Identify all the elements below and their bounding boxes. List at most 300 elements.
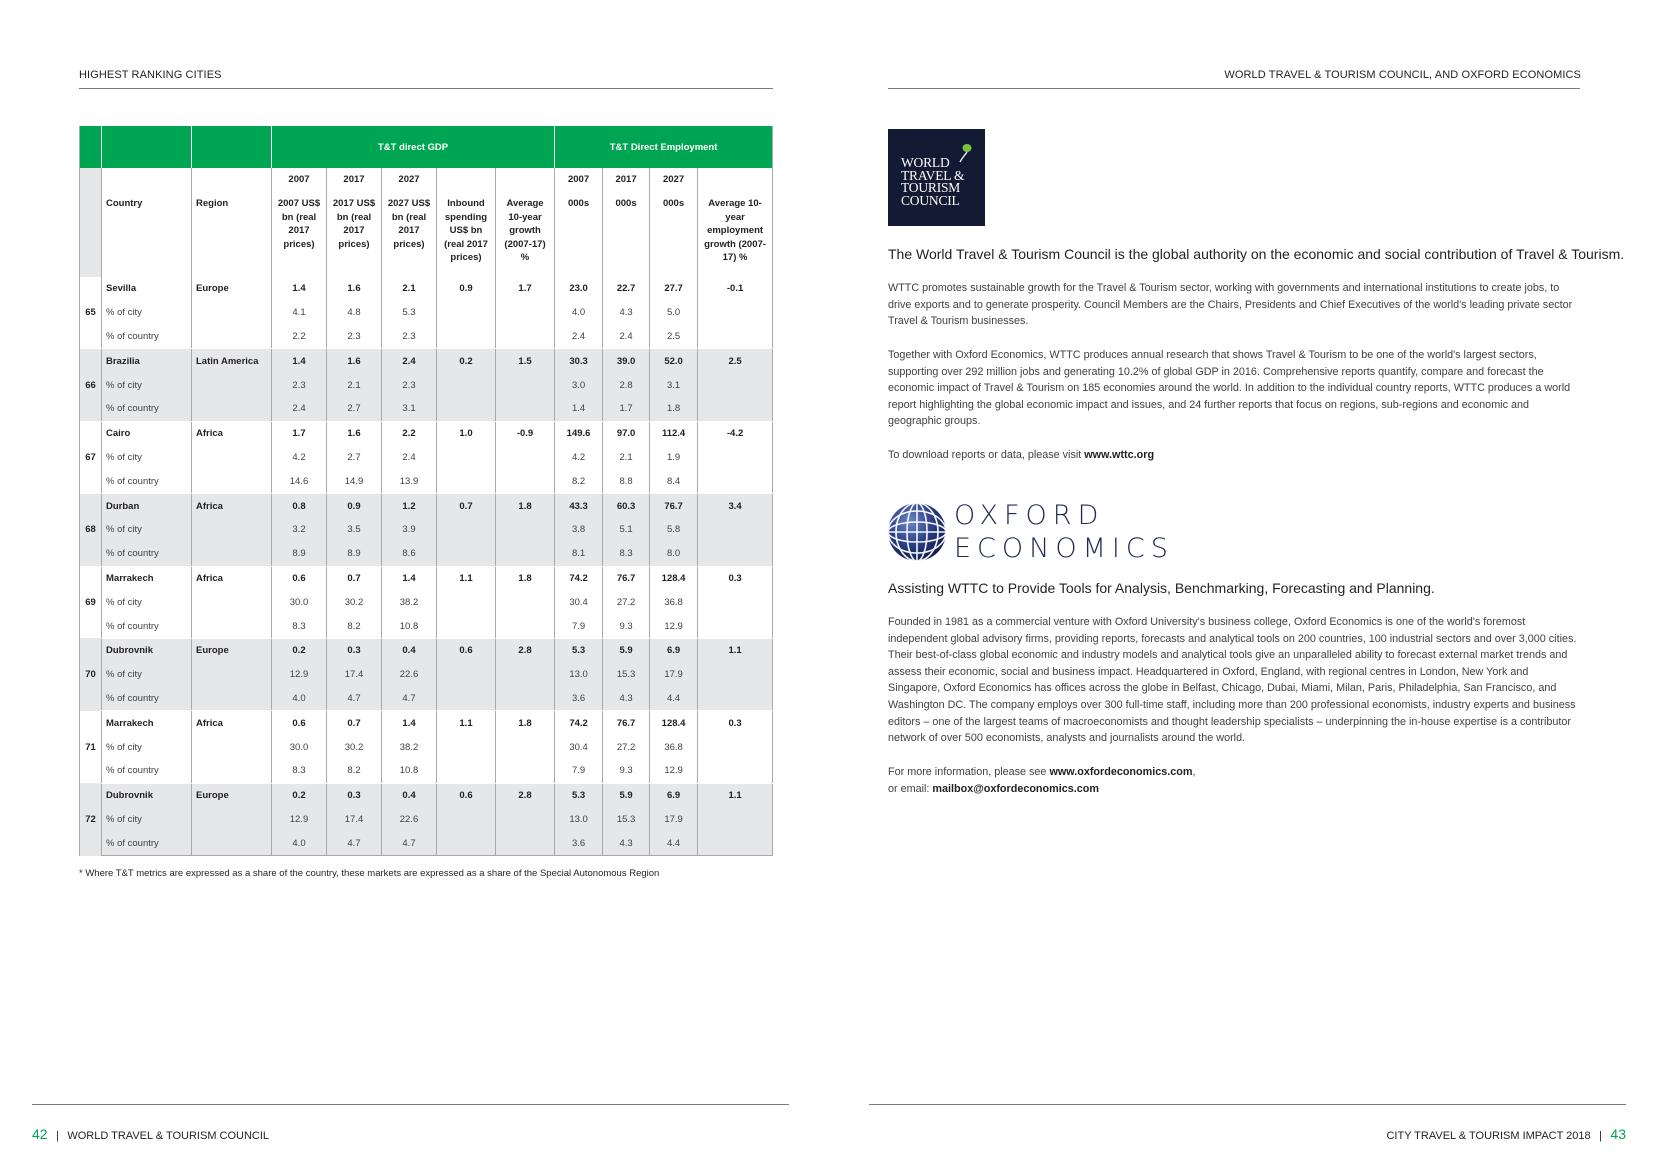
pct-city-gdp-cell: 30.0 bbox=[272, 735, 327, 759]
pct-country-emp-cell: 4.3 bbox=[603, 831, 650, 855]
pct-country-gdp-cell: 4.0 bbox=[272, 831, 327, 855]
col-header-gdp-2027: 2027 US$ bn (real 2017 prices) bbox=[382, 191, 437, 277]
city-group bbox=[80, 783, 773, 855]
empty-cell bbox=[192, 614, 272, 638]
empty-cell bbox=[437, 325, 496, 349]
pct-country-gdp-cell: 10.8 bbox=[382, 759, 437, 783]
avg-growth-cell: 1.8 bbox=[496, 494, 555, 518]
gdp-2017-cell: 0.9 bbox=[327, 494, 382, 518]
pct-city-emp-cell: 1.9 bbox=[650, 446, 698, 470]
pct-country-gdp-cell: 4.7 bbox=[382, 687, 437, 711]
inbound-spending-cell: 0.7 bbox=[437, 494, 496, 518]
city-group bbox=[80, 421, 773, 493]
pct-country-label: % of country bbox=[102, 759, 192, 783]
footer-rule-left bbox=[32, 1104, 789, 1105]
pct-city-gdp-cell: 30.2 bbox=[327, 590, 382, 614]
pct-country-emp-cell: 4.3 bbox=[603, 687, 650, 711]
pct-city-label: % of city bbox=[102, 590, 192, 614]
col-header-region: Region bbox=[192, 191, 272, 277]
pct-country-emp-cell: 7.9 bbox=[555, 759, 603, 783]
pct-city-emp-cell: 13.0 bbox=[555, 663, 603, 687]
pct-city-gdp-cell: 2.4 bbox=[382, 446, 437, 470]
pct-city-emp-cell: 4.2 bbox=[555, 446, 603, 470]
pct-country-gdp-cell: 4.7 bbox=[327, 687, 382, 711]
table-row bbox=[80, 759, 773, 783]
oxford-heading: Assisting WTTC to Provide Tools for Analysis, Benchmarking, Forecasting and Planning. bbox=[888, 580, 1435, 596]
pct-city-gdp-cell: 17.4 bbox=[327, 663, 382, 687]
avg-growth-cell: 1.5 bbox=[496, 349, 555, 373]
col-header-emp-2017: 000s bbox=[603, 191, 650, 277]
year-gdp-2007: 2007 bbox=[272, 168, 327, 191]
col-header-inbound: Inbound spending US$ bn (real 2017 prices) bbox=[437, 191, 496, 277]
empty-cell bbox=[437, 759, 496, 783]
empty-cell bbox=[496, 373, 555, 397]
year-emp-2007: 2007 bbox=[555, 168, 603, 191]
pct-city-emp-cell: 15.3 bbox=[603, 808, 650, 832]
inbound-spending-cell: 0.6 bbox=[437, 638, 496, 662]
city-name: Sevilla bbox=[102, 277, 192, 301]
gdp-2017-cell: 1.6 bbox=[327, 277, 382, 301]
pct-city-gdp-cell: 30.0 bbox=[272, 590, 327, 614]
emp-2027-cell: 27.7 bbox=[650, 277, 698, 301]
pct-country-emp-cell: 1.4 bbox=[555, 397, 603, 421]
table-row bbox=[80, 590, 773, 614]
gdp-2007-cell: 1.4 bbox=[272, 277, 327, 301]
footer-separator-right: | bbox=[1599, 1130, 1602, 1142]
pct-country-label: % of country bbox=[102, 469, 192, 493]
year-row bbox=[80, 168, 773, 191]
rank-number: 70 bbox=[80, 638, 102, 710]
table-row bbox=[80, 469, 773, 493]
empty-cell bbox=[192, 687, 272, 711]
col-header-emp-2027: 000s bbox=[650, 191, 698, 277]
pct-country-emp-cell: 8.3 bbox=[603, 542, 650, 566]
pct-country-label: % of country bbox=[102, 831, 192, 855]
pct-country-gdp-cell: 2.3 bbox=[327, 325, 382, 349]
city-ranking-table bbox=[79, 126, 773, 856]
empty-cell bbox=[437, 373, 496, 397]
region-name: Africa bbox=[192, 566, 272, 590]
emp-2017-cell: 60.3 bbox=[603, 494, 650, 518]
pct-city-emp-cell: 4.3 bbox=[603, 301, 650, 325]
pct-country-emp-cell: 8.8 bbox=[603, 469, 650, 493]
emp-growth-cell: 1.1 bbox=[698, 638, 773, 662]
emp-growth-cell: 0.3 bbox=[698, 566, 773, 590]
pct-country-emp-cell: 9.3 bbox=[603, 614, 650, 638]
wttc-website-link[interactable]: www.wttc.org bbox=[1084, 449, 1155, 461]
emp-2027-cell: 6.9 bbox=[650, 783, 698, 807]
table-row bbox=[80, 518, 773, 542]
footer-text-left: WORLD TRAVEL & TOURISM COUNCIL bbox=[67, 1130, 270, 1142]
empty-cell bbox=[698, 759, 773, 783]
emp-2007-cell: 74.2 bbox=[555, 566, 603, 590]
empty-cell bbox=[496, 301, 555, 325]
pct-country-gdp-cell: 13.9 bbox=[382, 469, 437, 493]
pct-city-label: % of city bbox=[102, 373, 192, 397]
pct-city-emp-cell: 2.1 bbox=[603, 446, 650, 470]
empty-cell bbox=[698, 687, 773, 711]
emp-growth-cell: 1.1 bbox=[698, 783, 773, 807]
table-row bbox=[80, 373, 773, 397]
empty-cell bbox=[192, 469, 272, 493]
pct-city-gdp-cell: 2.3 bbox=[382, 373, 437, 397]
empty-cell bbox=[192, 590, 272, 614]
city-group bbox=[80, 349, 773, 421]
empty-cell bbox=[192, 808, 272, 832]
pct-country-gdp-cell: 8.3 bbox=[272, 614, 327, 638]
pct-country-gdp-cell: 8.2 bbox=[327, 614, 382, 638]
region-name: Africa bbox=[192, 494, 272, 518]
emp-2007-cell: 43.3 bbox=[555, 494, 603, 518]
table-row bbox=[80, 301, 773, 325]
empty-cell bbox=[192, 735, 272, 759]
pct-country-label: % of country bbox=[102, 397, 192, 421]
pct-country-gdp-cell: 2.7 bbox=[327, 397, 382, 421]
wttc-heading: The World Travel & Tourism Council is the global authority on the economic and social contribution of Travel & Tourism. bbox=[888, 246, 1625, 262]
table-row bbox=[80, 277, 773, 301]
oxford-economics-logo bbox=[886, 499, 1174, 565]
gdp-2017-cell: 0.7 bbox=[327, 566, 382, 590]
pct-city-emp-cell: 3.1 bbox=[650, 373, 698, 397]
pct-city-emp-cell: 2.8 bbox=[603, 373, 650, 397]
emp-growth-cell: 0.3 bbox=[698, 711, 773, 735]
oxford-email-line: or email: mailbox@oxfordeconomics.com bbox=[888, 782, 1099, 795]
empty-cell bbox=[437, 808, 496, 832]
wttc-download-line: To download reports or data, please visit www.wttc.org bbox=[888, 449, 1155, 461]
table-row bbox=[80, 325, 773, 349]
table-row bbox=[80, 735, 773, 759]
region-name: Latin America bbox=[192, 349, 272, 373]
year-gdp-2027: 2027 bbox=[382, 168, 437, 191]
pct-country-label: % of country bbox=[102, 542, 192, 566]
wttc-paragraph-2: Together with Oxford Economics, WTTC produces annual research that shows Travel & Tourism to be one of the world's largest sectors, supporting over 292 million jobs and generating 10.2% of global GDP in 2016. Comprehensive reports quantify, compare and forecast the economic impact of Travel & Tourism on 185 economies around the world. In addition to the individual country reports, WTTC produces a world report highlighting the global economic impact and issues, and 24 further reports that focus on regions, sub-regions and economic and geographic groups. bbox=[888, 349, 1571, 428]
pct-city-gdp-cell: 12.9 bbox=[272, 808, 327, 832]
pct-city-emp-cell: 27.2 bbox=[603, 590, 650, 614]
city-group bbox=[80, 711, 773, 783]
group-header-row bbox=[80, 126, 773, 168]
table-row bbox=[80, 638, 773, 662]
pct-country-gdp-cell: 4.0 bbox=[272, 687, 327, 711]
empty-cell bbox=[437, 542, 496, 566]
pct-city-emp-cell: 36.8 bbox=[650, 735, 698, 759]
pct-country-gdp-cell: 2.2 bbox=[272, 325, 327, 349]
pct-country-emp-cell: 12.9 bbox=[650, 614, 698, 638]
running-header-right: WORLD TRAVEL & TOURISM COUNCIL, AND OXFORD ECONOMICS bbox=[1224, 69, 1581, 81]
empty-cell bbox=[437, 446, 496, 470]
table-row bbox=[80, 831, 773, 855]
pct-city-gdp-cell: 3.2 bbox=[272, 518, 327, 542]
empty-cell bbox=[496, 590, 555, 614]
pct-city-gdp-cell: 38.2 bbox=[382, 590, 437, 614]
pct-country-label: % of country bbox=[102, 687, 192, 711]
empty-cell bbox=[698, 614, 773, 638]
pct-country-label: % of country bbox=[102, 614, 192, 638]
city-name: Brazilia bbox=[102, 349, 192, 373]
pct-country-gdp-cell: 2.4 bbox=[272, 397, 327, 421]
running-header-left: HIGHEST RANKING CITIES bbox=[79, 69, 222, 81]
empty-cell bbox=[698, 663, 773, 687]
pct-city-emp-cell: 30.4 bbox=[555, 590, 603, 614]
inbound-spending-cell: 0.6 bbox=[437, 783, 496, 807]
emp-2027-cell: 76.7 bbox=[650, 494, 698, 518]
city-name: Durban bbox=[102, 494, 192, 518]
avg-growth-cell: 1.8 bbox=[496, 711, 555, 735]
empty-cell bbox=[698, 325, 773, 349]
rank-number: 66 bbox=[80, 349, 102, 421]
city-name: Marrakech bbox=[102, 711, 192, 735]
pct-country-emp-cell: 2.5 bbox=[650, 325, 698, 349]
empty-cell bbox=[496, 614, 555, 638]
empty-cell bbox=[698, 446, 773, 470]
employment-group-header: T&T Direct Employment bbox=[555, 126, 773, 168]
emp-2027-cell: 112.4 bbox=[650, 421, 698, 445]
empty-cell bbox=[698, 542, 773, 566]
gdp-2017-cell: 1.6 bbox=[327, 349, 382, 373]
col-header-avg-growth: Average 10-year growth (2007-17) % bbox=[496, 191, 555, 277]
empty-cell bbox=[698, 831, 773, 855]
oxford-website-line: For more information, please see www.oxfordeconomics.com, bbox=[888, 766, 1196, 778]
pct-country-gdp-cell: 4.7 bbox=[382, 831, 437, 855]
empty-cell bbox=[496, 446, 555, 470]
empty-cell bbox=[437, 301, 496, 325]
pct-country-emp-cell: 8.1 bbox=[555, 542, 603, 566]
pct-country-emp-cell: 2.4 bbox=[555, 325, 603, 349]
empty-cell bbox=[192, 446, 272, 470]
empty-cell bbox=[698, 397, 773, 421]
pct-city-emp-cell: 17.9 bbox=[650, 808, 698, 832]
empty-cell bbox=[437, 663, 496, 687]
pct-city-emp-cell: 15.3 bbox=[603, 663, 650, 687]
empty-cell bbox=[192, 373, 272, 397]
pct-city-label: % of city bbox=[102, 446, 192, 470]
empty-cell bbox=[496, 469, 555, 493]
emp-2027-cell: 6.9 bbox=[650, 638, 698, 662]
emp-growth-cell: 3.4 bbox=[698, 494, 773, 518]
empty-cell bbox=[496, 325, 555, 349]
footer-rule-right bbox=[869, 1104, 1626, 1105]
emp-2017-cell: 76.7 bbox=[603, 711, 650, 735]
inbound-spending-cell: 1.1 bbox=[437, 566, 496, 590]
header-rule-right bbox=[888, 88, 1580, 89]
emp-2017-cell: 39.0 bbox=[603, 349, 650, 373]
table-row bbox=[80, 783, 773, 807]
pct-country-gdp-cell: 8.6 bbox=[382, 542, 437, 566]
table-row bbox=[80, 614, 773, 638]
region-name: Europe bbox=[192, 277, 272, 301]
oxford-contact bbox=[888, 764, 1578, 797]
gdp-2027-cell: 2.1 bbox=[382, 277, 437, 301]
pct-city-gdp-cell: 4.2 bbox=[272, 446, 327, 470]
oxford-word: OXFORD bbox=[954, 500, 1105, 531]
city-group bbox=[80, 638, 773, 710]
pct-country-emp-cell: 9.3 bbox=[603, 759, 650, 783]
city-group bbox=[80, 566, 773, 638]
oxford-website-link[interactable]: www.oxfordeconomics.com bbox=[1049, 766, 1193, 778]
col-header-emp-growth: Average 10-year employment growth (2007-17) % bbox=[698, 191, 773, 277]
column-header-row bbox=[80, 191, 773, 277]
rank-number: 72 bbox=[80, 783, 102, 855]
avg-growth-cell: 2.8 bbox=[496, 638, 555, 662]
pct-city-gdp-cell: 4.8 bbox=[327, 301, 382, 325]
page-number-right: 43 bbox=[1610, 1126, 1626, 1142]
emp-2007-cell: 23.0 bbox=[555, 277, 603, 301]
table-row bbox=[80, 397, 773, 421]
region-name: Europe bbox=[192, 638, 272, 662]
emp-2017-cell: 5.9 bbox=[603, 638, 650, 662]
empty-cell bbox=[192, 518, 272, 542]
table-row bbox=[80, 711, 773, 735]
empty-cell bbox=[192, 831, 272, 855]
empty-cell bbox=[437, 469, 496, 493]
pct-city-gdp-cell: 30.2 bbox=[327, 735, 382, 759]
empty-cell bbox=[192, 759, 272, 783]
footer-left bbox=[32, 1126, 269, 1144]
pct-city-label: % of city bbox=[102, 663, 192, 687]
empty-cell bbox=[698, 518, 773, 542]
rank-number: 65 bbox=[80, 277, 102, 349]
emp-2017-cell: 5.9 bbox=[603, 783, 650, 807]
pct-country-gdp-cell: 8.3 bbox=[272, 759, 327, 783]
pct-city-gdp-cell: 22.6 bbox=[382, 663, 437, 687]
pct-city-emp-cell: 4.0 bbox=[555, 301, 603, 325]
emp-2007-cell: 30.3 bbox=[555, 349, 603, 373]
empty-cell bbox=[496, 397, 555, 421]
table-row bbox=[80, 494, 773, 518]
empty-cell bbox=[698, 301, 773, 325]
footer-right bbox=[1386, 1126, 1626, 1144]
gdp-2007-cell: 0.2 bbox=[272, 783, 327, 807]
pct-country-gdp-cell: 2.3 bbox=[382, 325, 437, 349]
oxford-paragraph: Founded in 1981 as a commercial venture with Oxford University's business college, Oxford Economics is one of the world's foremost independent global advisory firms, providing reports, forecasts and analytical tools on 200 countries, 100 industrial sectors and over 3,000 cities. Their best-of-class global economic and industry models and analytical tools give an unparalleled ability to forecast external market trends and assess their economic, social and business impact. Headquartered in Oxford, England, with regional centres in London, New York and Singapore, Oxford Economics has offices across the globe in Belfast, Chicago, Dubai, Miami, Milan, Paris, Philadelphia, San Francisco, and Washington DC. The company employs over 300 full-time staff, including more than 200 professional economists, industry experts and business editors – one of the largest teams of macroeconomists and thought leadership specialists – underpinning the in-house expertise is a contributor network of over 500 economists, analysts and journalists around the world. bbox=[888, 616, 1577, 745]
emp-2027-cell: 52.0 bbox=[650, 349, 698, 373]
pct-city-gdp-cell: 5.3 bbox=[382, 301, 437, 325]
pct-city-emp-cell: 36.8 bbox=[650, 590, 698, 614]
empty-cell bbox=[192, 542, 272, 566]
empty-cell bbox=[698, 373, 773, 397]
empty-cell bbox=[496, 759, 555, 783]
year-gdp-2017: 2017 bbox=[327, 168, 382, 191]
emp-2017-cell: 22.7 bbox=[603, 277, 650, 301]
emp-2017-cell: 97.0 bbox=[603, 421, 650, 445]
pct-country-emp-cell: 7.9 bbox=[555, 614, 603, 638]
gdp-2027-cell: 1.2 bbox=[382, 494, 437, 518]
city-name: Dubrovnik bbox=[102, 638, 192, 662]
pct-city-label: % of city bbox=[102, 808, 192, 832]
empty-cell bbox=[192, 397, 272, 421]
emp-2007-cell: 5.3 bbox=[555, 638, 603, 662]
pct-country-emp-cell: 8.4 bbox=[650, 469, 698, 493]
pct-city-gdp-cell: 3.5 bbox=[327, 518, 382, 542]
gdp-group-header: T&T direct GDP bbox=[272, 126, 555, 168]
gdp-2007-cell: 1.4 bbox=[272, 349, 327, 373]
region-name: Africa bbox=[192, 421, 272, 445]
gdp-2007-cell: 0.6 bbox=[272, 711, 327, 735]
pct-country-emp-cell: 1.8 bbox=[650, 397, 698, 421]
pct-country-gdp-cell: 10.8 bbox=[382, 614, 437, 638]
city-name: Cairo bbox=[102, 421, 192, 445]
inbound-spending-cell: 0.2 bbox=[437, 349, 496, 373]
pct-country-emp-cell: 3.6 bbox=[555, 831, 603, 855]
city-name: Dubrovnik bbox=[102, 783, 192, 807]
empty-cell bbox=[698, 735, 773, 759]
col-header-gdp-2017: 2017 US$ bn (real 2017 prices) bbox=[327, 191, 382, 277]
col-header-emp-2007: 000s bbox=[555, 191, 603, 277]
rank-number: 71 bbox=[80, 711, 102, 783]
table-row bbox=[80, 566, 773, 590]
avg-growth-cell: -0.9 bbox=[496, 421, 555, 445]
table-row bbox=[80, 542, 773, 566]
empty-cell bbox=[698, 808, 773, 832]
inbound-spending-cell: 0.9 bbox=[437, 277, 496, 301]
empty-cell bbox=[437, 397, 496, 421]
pct-city-gdp-cell: 2.1 bbox=[327, 373, 382, 397]
pct-city-emp-cell: 3.0 bbox=[555, 373, 603, 397]
inbound-spending-cell: 1.0 bbox=[437, 421, 496, 445]
empty-cell bbox=[437, 614, 496, 638]
pct-city-gdp-cell: 2.3 bbox=[272, 373, 327, 397]
city-name: Marrakech bbox=[102, 566, 192, 590]
region-name: Europe bbox=[192, 783, 272, 807]
pct-city-gdp-cell: 17.4 bbox=[327, 808, 382, 832]
pct-country-emp-cell: 8.2 bbox=[555, 469, 603, 493]
header-rule-left bbox=[79, 88, 773, 89]
pct-country-emp-cell: 2.4 bbox=[603, 325, 650, 349]
pct-city-gdp-cell: 22.6 bbox=[382, 808, 437, 832]
emp-2007-cell: 149.6 bbox=[555, 421, 603, 445]
footer-text-right: CITY TRAVEL & TOURISM IMPACT 2018 bbox=[1386, 1130, 1591, 1142]
empty-cell bbox=[496, 518, 555, 542]
pct-country-emp-cell: 4.4 bbox=[650, 831, 698, 855]
table-row bbox=[80, 349, 773, 373]
gdp-2027-cell: 0.4 bbox=[382, 783, 437, 807]
rank-number: 69 bbox=[80, 566, 102, 638]
oxford-email-link[interactable]: mailbox@oxfordeconomics.com bbox=[932, 782, 1099, 795]
pct-country-emp-cell: 3.6 bbox=[555, 687, 603, 711]
table-row bbox=[80, 663, 773, 687]
pct-country-label: % of country bbox=[102, 325, 192, 349]
economics-word: ECONOMICS bbox=[954, 533, 1174, 564]
gdp-2017-cell: 0.7 bbox=[327, 711, 382, 735]
gdp-2017-cell: 0.3 bbox=[327, 783, 382, 807]
rank-number: 67 bbox=[80, 421, 102, 493]
gdp-2017-cell: 0.3 bbox=[327, 638, 382, 662]
page-number-left: 42 bbox=[32, 1126, 48, 1142]
avg-growth-cell: 2.8 bbox=[496, 783, 555, 807]
pct-country-gdp-cell: 8.2 bbox=[327, 759, 382, 783]
emp-growth-cell: -4.2 bbox=[698, 421, 773, 445]
gdp-2007-cell: 1.7 bbox=[272, 421, 327, 445]
gdp-2017-cell: 1.6 bbox=[327, 421, 382, 445]
pct-city-emp-cell: 17.9 bbox=[650, 663, 698, 687]
empty-cell bbox=[437, 831, 496, 855]
pct-city-emp-cell: 5.1 bbox=[603, 518, 650, 542]
pct-city-label: % of city bbox=[102, 735, 192, 759]
emp-growth-cell: -0.1 bbox=[698, 277, 773, 301]
empty-cell bbox=[192, 325, 272, 349]
table-row bbox=[80, 687, 773, 711]
empty-cell bbox=[437, 735, 496, 759]
gdp-2007-cell: 0.8 bbox=[272, 494, 327, 518]
emp-2027-cell: 128.4 bbox=[650, 566, 698, 590]
gdp-2007-cell: 0.6 bbox=[272, 566, 327, 590]
col-header-country: Country bbox=[102, 191, 192, 277]
pct-city-emp-cell: 5.0 bbox=[650, 301, 698, 325]
pct-country-gdp-cell: 4.7 bbox=[327, 831, 382, 855]
empty-cell bbox=[437, 687, 496, 711]
table-footnote: * Where T&T metrics are expressed as a share of the country, these markets are expressed as a share of the Special Autonomous Region bbox=[79, 868, 660, 879]
empty-cell bbox=[698, 590, 773, 614]
pct-country-emp-cell: 12.9 bbox=[650, 759, 698, 783]
